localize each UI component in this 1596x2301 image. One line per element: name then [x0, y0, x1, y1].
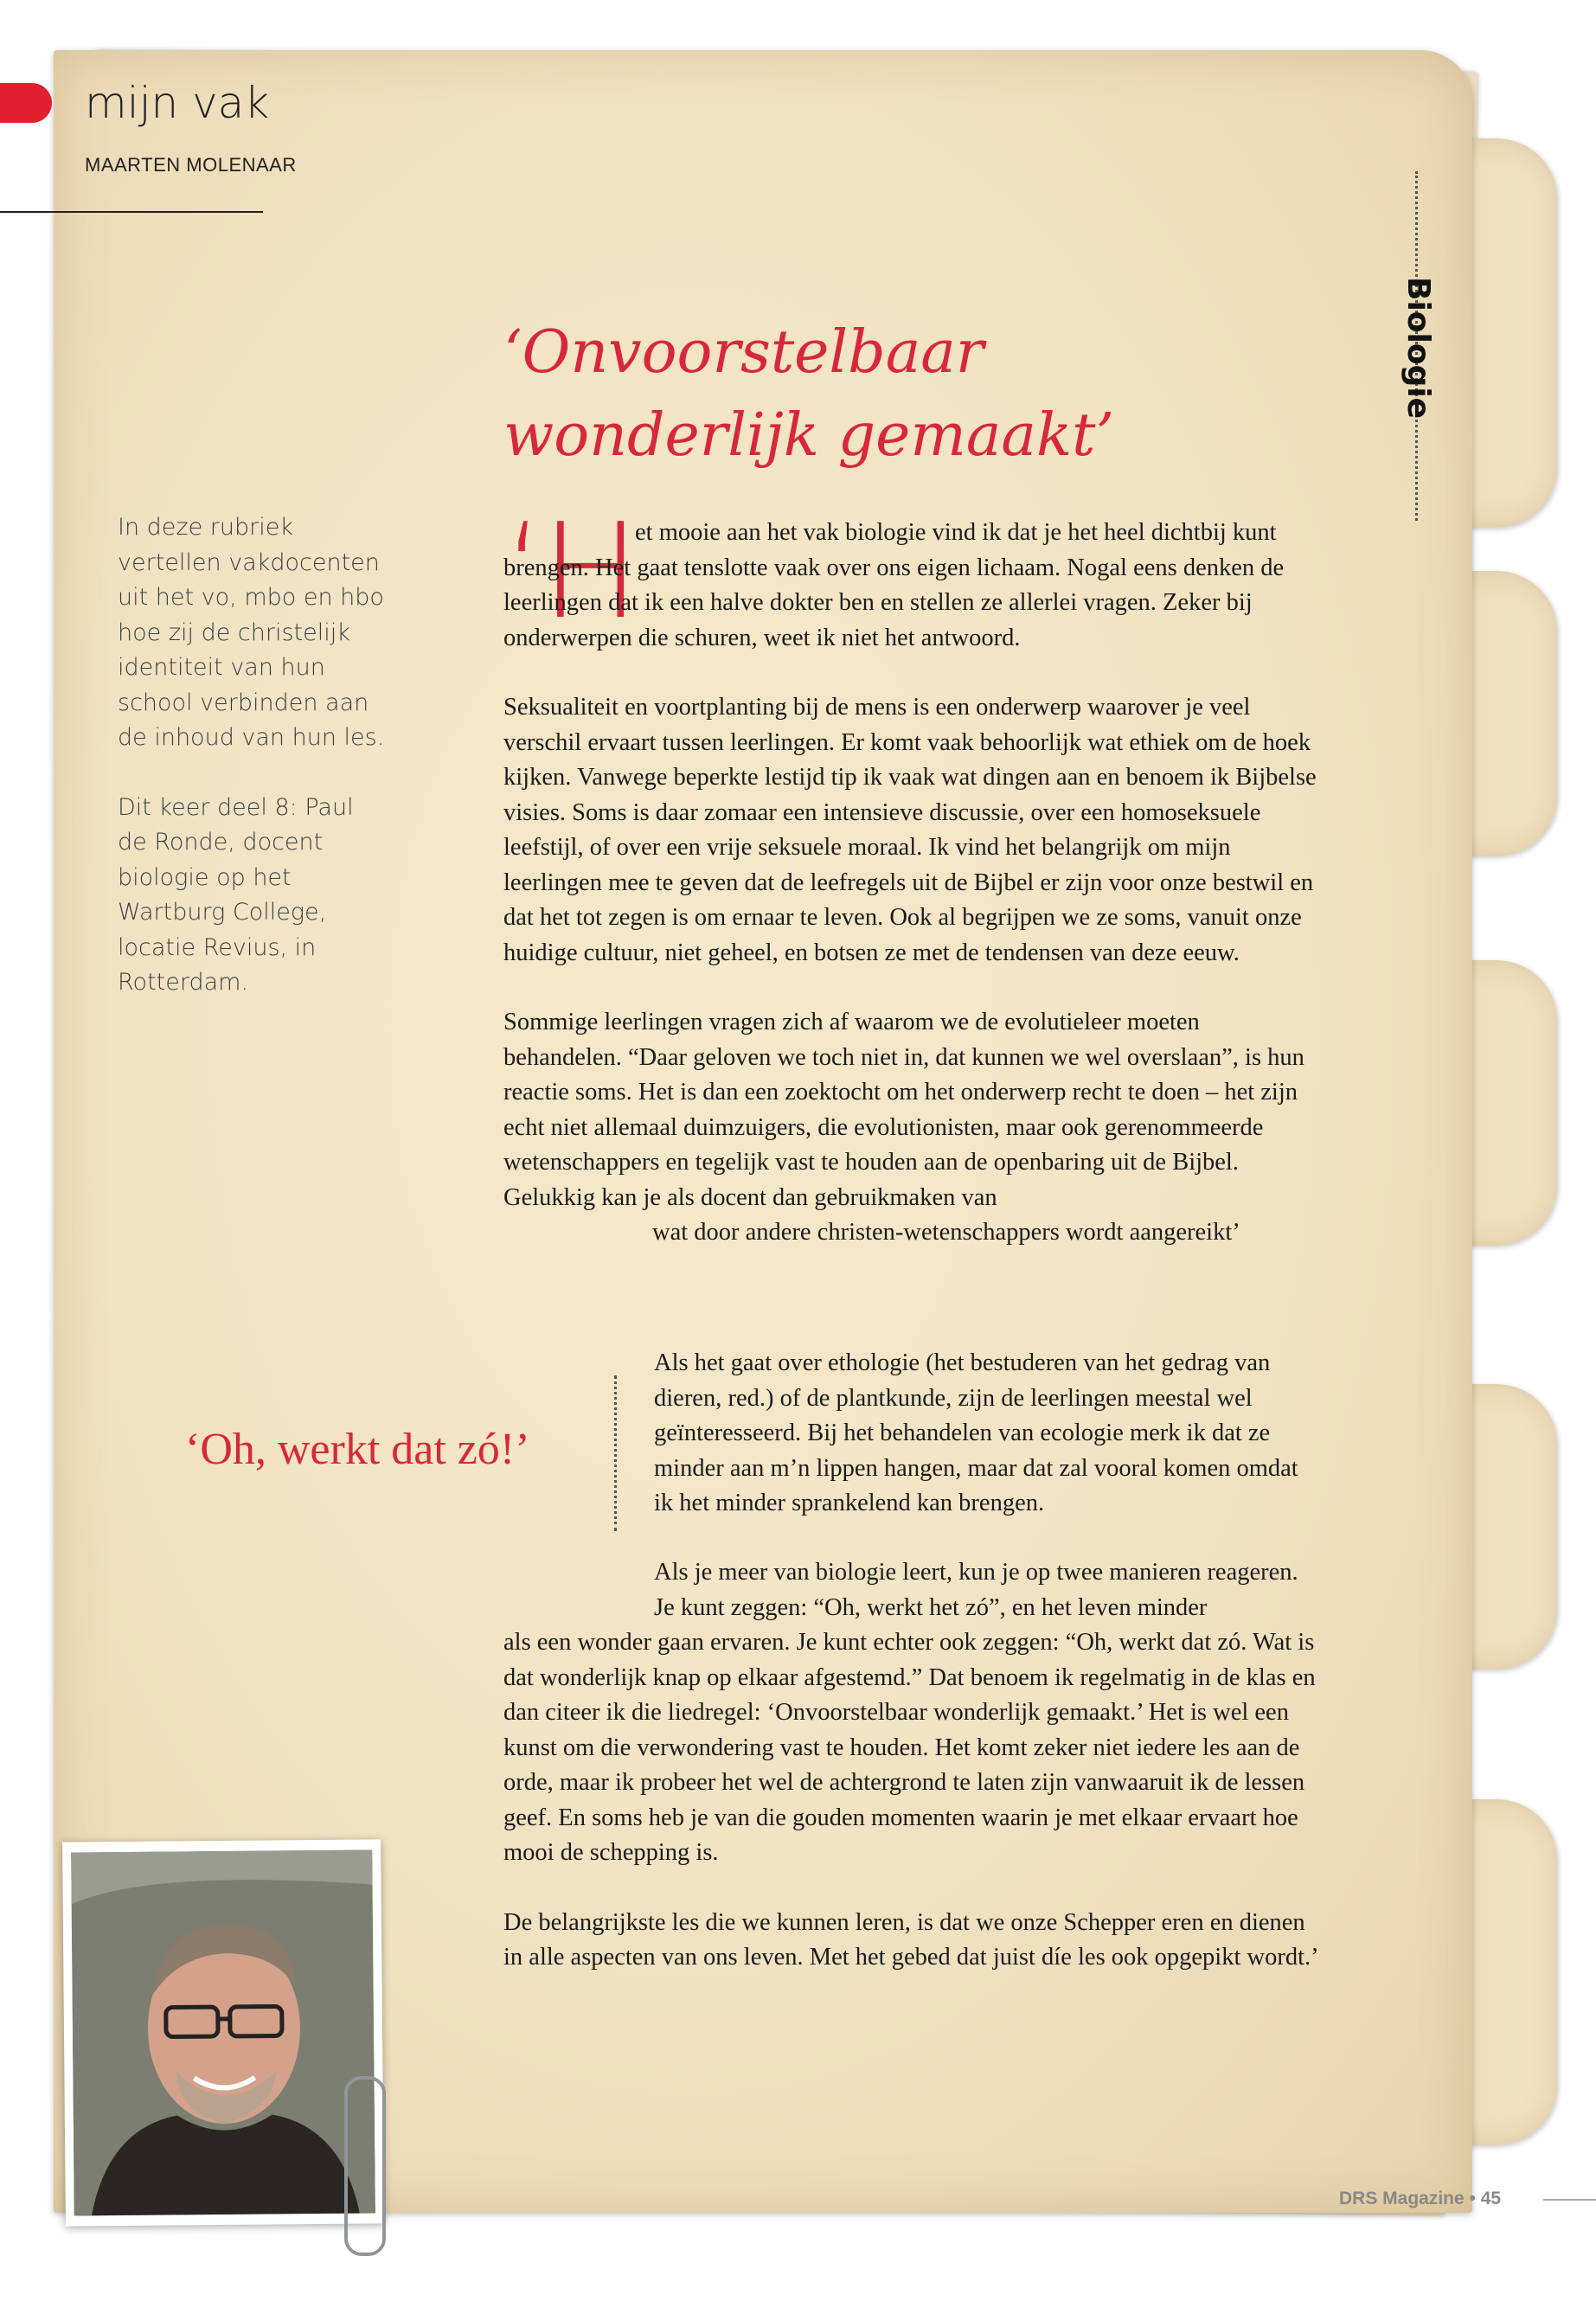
- article-paragraph: Sommige leerlingen vragen zich af waarom we de evolutieleer moeten behandelen. “Daar geloven we toch niet in, dat kunnen we wel overslaan”, is hun reactie soms. Het is dan een zoektocht om het onderwerp recht te doen – het zijn echt niet allemaal duimzuigers, die evolutionisten, maar ook gerenommeerde wetenschappers en tegelijk vast te houden aan de openbaring uit de Bijbel. Gelukkig kan je als docent dan gebruikmaken van: [503, 1009, 1304, 1211]
- section-marker: [0, 83, 52, 123]
- article-paragraph: De belangrijkste les die we kunnen leren, is dat we onze Schepper eren en dienen in alle aspecten van ons leven. Met het gebed dat juist díe les ook opgepikt wordt.’: [503, 1908, 1319, 1971]
- article-title: [503, 311, 1282, 478]
- article-paragraph: als een wonder gaan ervaren. Je kunt echter ook zeggen: “Oh, werkt dat zó. Wat is dat wonderlijk knap op elkaar afgestemd.” Dat benoem ik regelmatig in de klas en dan citeer ik die liedregel: ‘Onvoorstelbaar wonderlijk gemaakt.’ Het is wel een kunst om die verwondering vast te houden. Het komt zeker niet iedere les aan de orde, maar ik probeer het wel de achtergrond te laten zijn vanwaaruit ik de lessen geef. En soms heb je van die gouden momenten waarin je met elkaar ervaart hoe mooi de schepping is.: [503, 1629, 1316, 1866]
- pull-quote-dotted-line: [614, 1375, 617, 1531]
- article-paragraph-end: wat door andere christen-wetenschappers wordt aangereikt’: [652, 1219, 1240, 1246]
- title-line-2: wonderlijk gemaakt’: [503, 401, 1115, 470]
- article-paragraph: et mooie aan het vak biologie vind ik dat je het heel dichtbij kunt brengen. Het gaat tenslotte vaak over ons eigen lichaam. Nogal eens denken de leerlingen dat ik een halve dokter ben en stellen ze allerlei vragen. Zeker bij onderwerpen die schuren, weet ik niet het antwoord.: [503, 519, 1285, 651]
- article-body-continued: [503, 1625, 1320, 2010]
- portrait-photo-frame: [62, 1839, 384, 2226]
- intro-sidebar: [118, 510, 386, 1035]
- article-paragraph: Seksualiteit en voortplanting bij de mens is een onderwerp waarover je veel verschil ervaart tussen leerlingen. Er komt vaak behoorlijk wat ethiek om de hoek kijken. Vanwege beperkte lestijd tip ik vaak wat dingen aan en benoem ik Bijbelse visies. Soms is daar zomaar een intensieve discussie, over een homoseksuele leefstijl, of over een vrije seksuele moraal. Ik vind het belangrijk om mijn leerlingen mee te geven dat de leefregels uit de Bijbel er zijn voor onze bestwil en dat het tot zegen is om ernaar te leven. Ook al begrijpen we ze soms, vanuit onze huidige cultuur, niet geheel, en botsen ze met de tendensen van deze eeuw.: [503, 694, 1317, 966]
- rubric-title: mijn vak: [85, 78, 270, 128]
- title-line-1: ‘Onvoorstelbaar: [503, 318, 984, 387]
- article-paragraph: Als het gaat over ethologie (het bestuderen van het gedrag van dieren, red.) of de plantkunde, zijn de leerlingen meestal wel geïnteresseerd. Bij het behandelen van ecologie merk ik dat ze minder aan m’n lippen hangen, maar dat zal vooral komen omdat ik het minder sprankelend kan brengen.: [654, 1349, 1298, 1516]
- page-footer: DRS Magazine • 45: [1339, 2189, 1502, 2208]
- intro-paragraph: In deze rubriek vertellen vakdocenten uit het vo, mbo en hbo hoe zij de christelijk identiteit van hun school verbinden aan de inhoud van hun les.: [118, 514, 385, 751]
- portrait-photo: [71, 1849, 375, 2215]
- footer-rule: [1543, 2199, 1596, 2201]
- article-paragraph: Als je meer van biologie leert, kun je op twee manieren reageren. Je kunt zeggen: “Oh, werkt het zó”, en het leven minder: [654, 1559, 1298, 1621]
- portrait-illustration: [71, 1849, 375, 2215]
- drop-cap: ‘H: [503, 495, 640, 648]
- header-rule: [0, 211, 263, 213]
- article-body: [503, 516, 1320, 1285]
- paperclip: [344, 2076, 386, 2256]
- side-tab-label: [1401, 277, 1436, 329]
- pull-quote: ‘Oh, werkt dat zó!’: [185, 1425, 530, 1474]
- intro-paragraph: Dit keer deel 8: Paul de Ronde, docent biologie op het Wartburg College, locatie Revius, in Rotterdam.: [118, 793, 354, 996]
- author-name: MAARTEN MOLENAAR: [85, 154, 297, 176]
